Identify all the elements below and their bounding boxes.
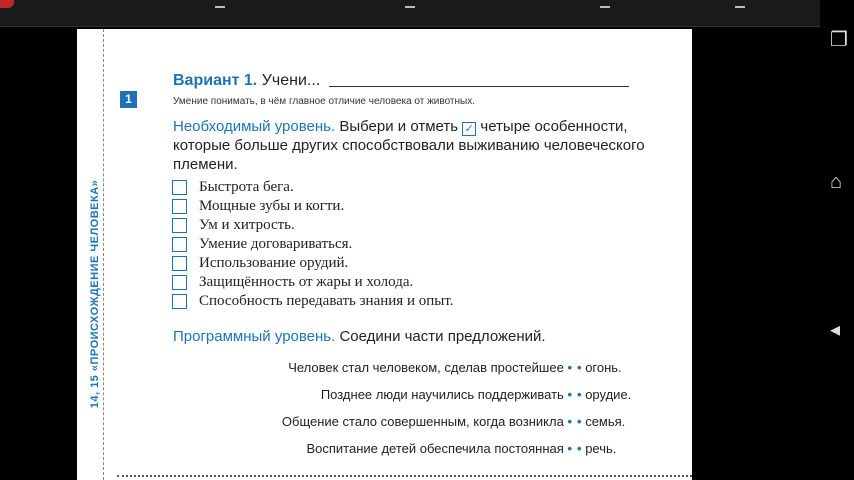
option-item[interactable] — [172, 254, 454, 273]
match-left[interactable] — [306, 441, 572, 456]
status-icon — [215, 0, 225, 8]
task-instruction — [173, 117, 653, 174]
match-left-text: Позднее люди научились поддерживать — [320, 387, 564, 402]
match-right-text: орудие. — [585, 387, 632, 402]
program-instruction-text: Соедини части предложений. — [339, 328, 546, 345]
match-left-text: Человек стал человеком, сделав простейшее — [288, 360, 564, 375]
match-right[interactable] — [577, 414, 625, 429]
checkbox[interactable] — [172, 275, 187, 290]
checkbox-checked-icon: ✓ — [462, 122, 476, 136]
back-icon[interactable]: ◂ — [830, 319, 841, 341]
checkbox[interactable] — [172, 294, 187, 309]
match-row — [167, 414, 672, 441]
match-left[interactable] — [321, 387, 572, 402]
option-label: Способность передавать знания и опыт. — [199, 293, 454, 309]
match-right-text: речь. — [585, 441, 617, 456]
option-item[interactable] — [172, 292, 454, 311]
connector-dot[interactable]: • — [567, 441, 572, 456]
program-instruction — [173, 328, 546, 345]
match-row — [167, 441, 672, 468]
cut-line — [117, 475, 692, 477]
checkbox[interactable] — [172, 256, 187, 271]
connector-dot[interactable]: • — [567, 414, 572, 429]
connector-dot[interactable]: • — [567, 387, 572, 402]
connector-dot[interactable]: • — [577, 360, 582, 375]
checkbox[interactable] — [172, 218, 187, 233]
checkbox[interactable] — [172, 237, 187, 252]
skill-subtitle: Умение понимать, в чём главное отличие человека от животных. — [173, 96, 476, 107]
options-list — [172, 178, 454, 311]
match-right[interactable] — [577, 360, 622, 375]
connector-dot[interactable]: • — [577, 441, 582, 456]
option-label: Мощные зубы и когти. — [199, 198, 345, 214]
status-icon — [405, 0, 415, 8]
option-item[interactable] — [172, 235, 454, 254]
match-row — [167, 360, 672, 387]
variant-label: Вариант 1. — [173, 72, 258, 89]
navigation-bar — [820, 0, 854, 480]
level-program-label: Программный уровень. — [173, 328, 336, 345]
match-right[interactable] — [577, 387, 631, 402]
variant-title — [173, 72, 629, 90]
status-icon — [735, 0, 745, 8]
option-item[interactable] — [172, 216, 454, 235]
option-item[interactable] — [172, 178, 454, 197]
option-item[interactable] — [172, 197, 454, 216]
option-label: Умение договариваться. — [199, 236, 353, 252]
match-left[interactable] — [282, 414, 572, 429]
chapter-side-label: 14, 15 «ПРОИСХОЖДЕНИЕ ЧЕЛОВЕКА» — [89, 179, 101, 409]
option-label: Ум и хитрость. — [199, 217, 295, 233]
option-label: Использование орудий. — [199, 255, 349, 271]
task-number-badge: 1 — [120, 91, 137, 108]
matching-exercise — [167, 360, 672, 468]
checkbox[interactable] — [172, 199, 187, 214]
match-left-text: Общение стало совершенным, когда возникла — [281, 414, 564, 429]
connector-dot[interactable]: • — [577, 387, 582, 402]
instruction-part-a: Выбери и отметь — [339, 118, 459, 135]
match-row — [167, 387, 672, 414]
connector-dot[interactable]: • — [577, 414, 582, 429]
instruction-part-b: четыре особенности, которые больше других способствовали выживанию человеческого племени. — [173, 118, 645, 173]
match-right-text: семья. — [585, 414, 626, 429]
option-label: Быстрота бега. — [199, 179, 294, 195]
worksheet-page — [77, 29, 692, 480]
name-line — [329, 86, 629, 87]
match-left[interactable] — [288, 360, 572, 375]
connector-dot[interactable]: • — [567, 360, 572, 375]
match-left-text: Воспитание детей обеспечила постоянная — [306, 441, 564, 456]
pupil-label: Учени... — [261, 72, 321, 89]
status-icon — [600, 0, 610, 8]
checkbox[interactable] — [172, 180, 187, 195]
record-indicator-icon — [0, 0, 14, 8]
margin-dashed-line — [103, 29, 104, 480]
home-icon[interactable]: ⌂ — [830, 171, 843, 193]
top-status-bar — [0, 0, 820, 27]
option-label: Защищённость от жары и холода. — [199, 274, 414, 290]
match-right-text: огонь. — [585, 360, 622, 375]
match-right[interactable] — [577, 441, 616, 456]
option-item[interactable] — [172, 273, 454, 292]
recent-apps-icon[interactable]: ❐ — [830, 29, 848, 51]
level-required-label: Необходимый уровень. — [173, 118, 336, 135]
